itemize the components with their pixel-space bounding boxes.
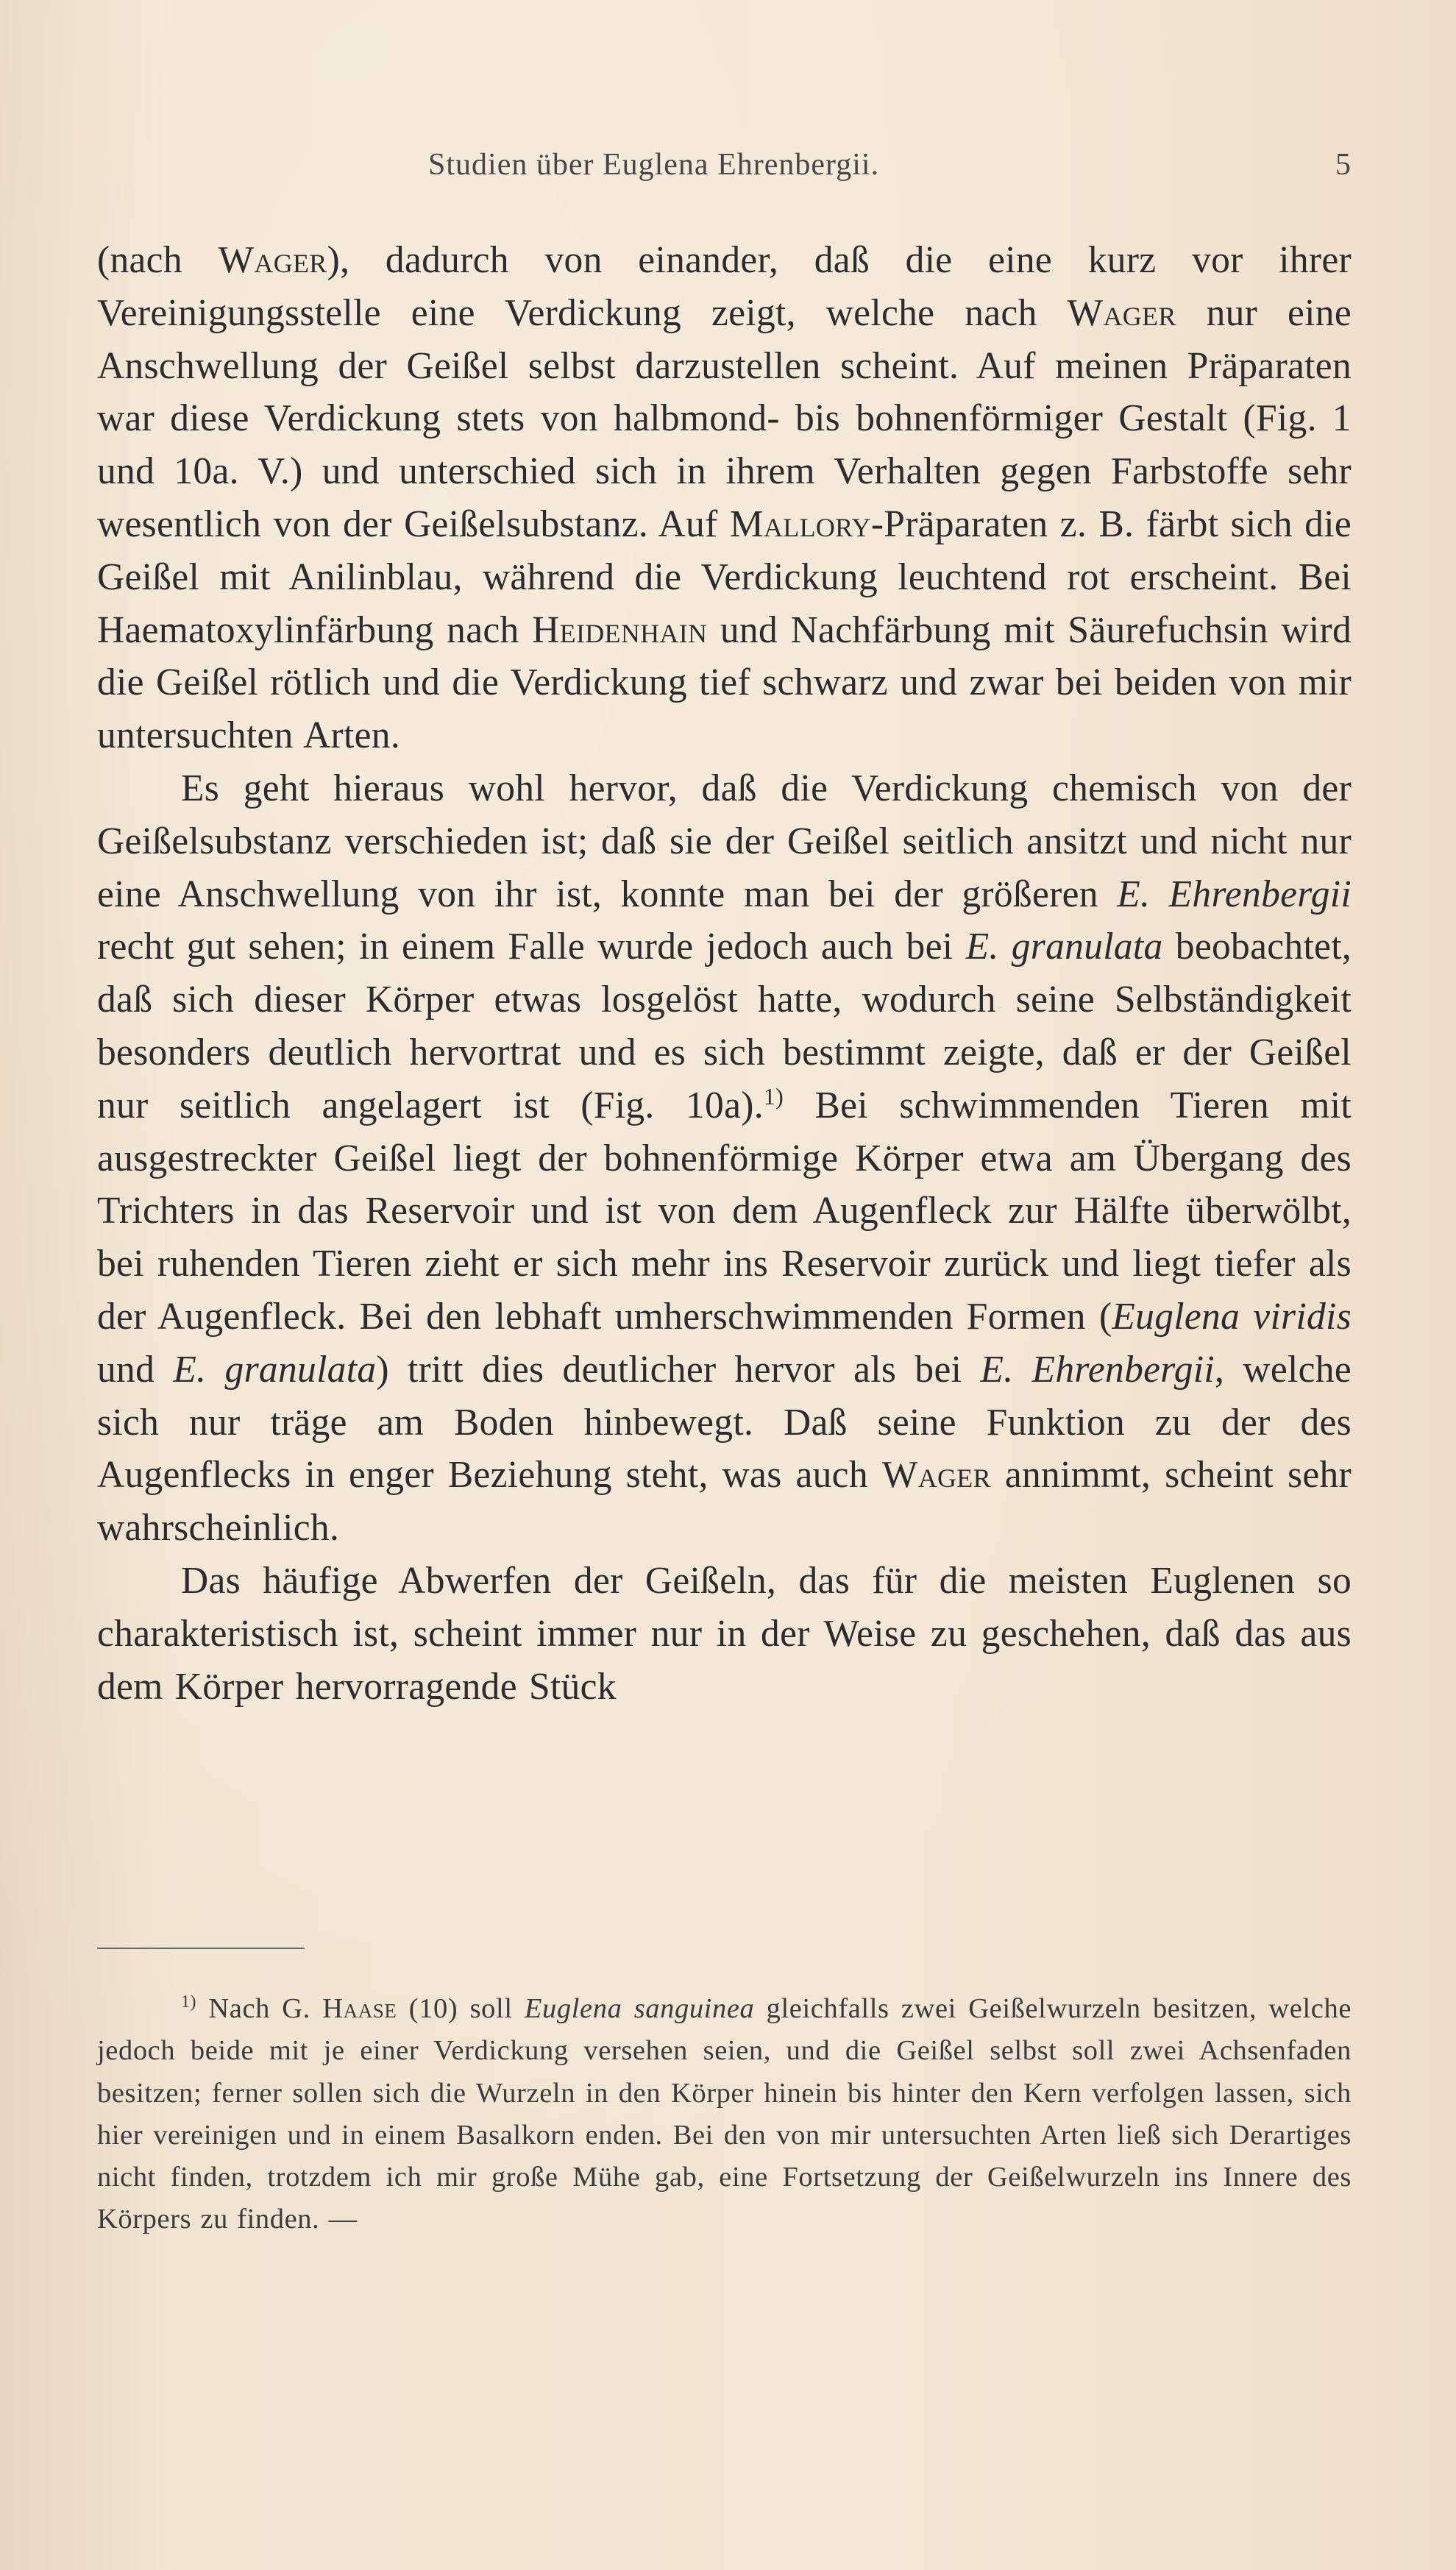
small-caps-run: Wager: [881, 1454, 991, 1497]
footnote: [97, 1988, 1352, 2241]
italic-run: Euglena viridis: [1112, 1295, 1352, 1338]
footnote-separator-rule: [97, 1948, 305, 1949]
italic-run: E. granulata: [173, 1348, 377, 1391]
footnote-marker: 1): [763, 1083, 784, 1110]
italic-run: E. Ehrenbergii: [1117, 873, 1352, 915]
footnote-marker: 1): [181, 1992, 197, 2012]
italic-run: E. Ehrenbergii: [980, 1348, 1215, 1391]
italic-run: Euglena sanguinea: [524, 1993, 755, 2024]
paragraph-2: Es geht hieraus wohl hervor, daß die Verdickung chemisch von der Geißelsubstanz verschieden ist; daß sie der Geißel seitlich ansitzt und nicht nur eine Anschwellung von ihr ist, konnte man bei der größeren E. Ehrenbergii recht gut sehen; in einem Falle wurde jedoch auch bei E. granulata beobachtet, daß sich dieser Körper etwas losgelöst hatte, wodurch seine Selbständigkeit besonders deutlich hervortrat und es sich bestimmt zeigte, daß er der Geißel nur seitlich angelagert ist (Fig. 10a).$^{1)}$ Bei schwimmenden Tieren mit ausgestreckter Geißel liegt der bohnenförmige Körper etwa am Übergang des Trichters in das Reservoir und ist von dem Augenfleck zur Hälfte überwölbt, bei ruhenden Tieren zieht er sich mehr ins Reservoir zurück und liegt tiefer als der Augenfleck. Bei den lebhaft umherschwimmenden Formen (Euglena viridis und E. granulata) tritt dies deutlicher hervor als bei E. Ehrenbergii, welche sich nur träge am Boden hinbewegt. Daß seine Funktion zu der des Augenflecks in enger Beziehung steht, was auch Wager annimmt, scheint sehr wahrscheinlich.: [97, 767, 1352, 1550]
small-caps-run: Wager: [1067, 291, 1176, 334]
running-head-title: Studien über Euglena Ehrenbergii.: [428, 148, 880, 182]
paragraph-1: (nach Wager), dadurch von einander, daß die eine kurz vor ihrer Vereinigungsstelle eine Verdickung zeigt, welche nach Wager nur eine Anschwellung der Geißel selbst darzustellen scheint. Auf meinen Präparaten war diese Verdickung stets von halbmond- bis bohnenförmiger Gestalt (Fig. 1 und 10a. V.) und unterschied sich in ihrem Verhalten gegen Farbstoffe sehr wesentlich von der Geißelsubstanz. Auf Mallory-Präparaten z. B. färbt sich die Geißel mit Anilinblau, während die Verdickung leuchtend rot erscheint. Bei Haematoxylinfärbung nach Heidenhain und Nachfärbung mit Säurefuchsin wird die Geißel rötlich und die Verdickung tief schwarz und zwar bei beiden von mir untersuchten Arten.: [97, 239, 1352, 757]
small-caps-run: Haase: [322, 1993, 397, 2024]
paragraph-3: Das häufige Abwerfen der Geißeln, das für die meisten Euglenen so charakteristisch ist, scheint immer nur in der Weise zu geschehen, daß das aus dem Körper hervorragende Stück: [97, 1559, 1352, 1708]
small-caps-run: Wager: [218, 239, 327, 281]
page-number: 5: [1335, 148, 1352, 182]
italic-run: E. granulata: [965, 926, 1163, 968]
running-head: [97, 147, 1352, 191]
footnote-1: $^{1)}$ Nach G. Haase (10) soll Euglena sanguinea gleichfalls zwei Geißelwurzeln besitzen, welche jedoch beide mit je einer Verdickung versehen seien, und die Geißel selbst soll zwei Achsenfaden besitzen; ferner sollen sich die Wurzeln in den Körper hinein bis hinter den Kern verfolgen lassen, sich hier vereinigen und in einem Basalkorn enden. Bei den von mir untersuchten Arten ließ sich Derartiges nicht finden, trotzdem ich mir große Mühe gab, eine Fortsetzung der Geißelwurzeln ins Innere des Körpers zu finden. —: [97, 1992, 1352, 2235]
body-text: [97, 234, 1352, 1713]
small-caps-run: Heidenhain: [532, 608, 708, 651]
small-caps-run: Mallory: [729, 503, 871, 545]
